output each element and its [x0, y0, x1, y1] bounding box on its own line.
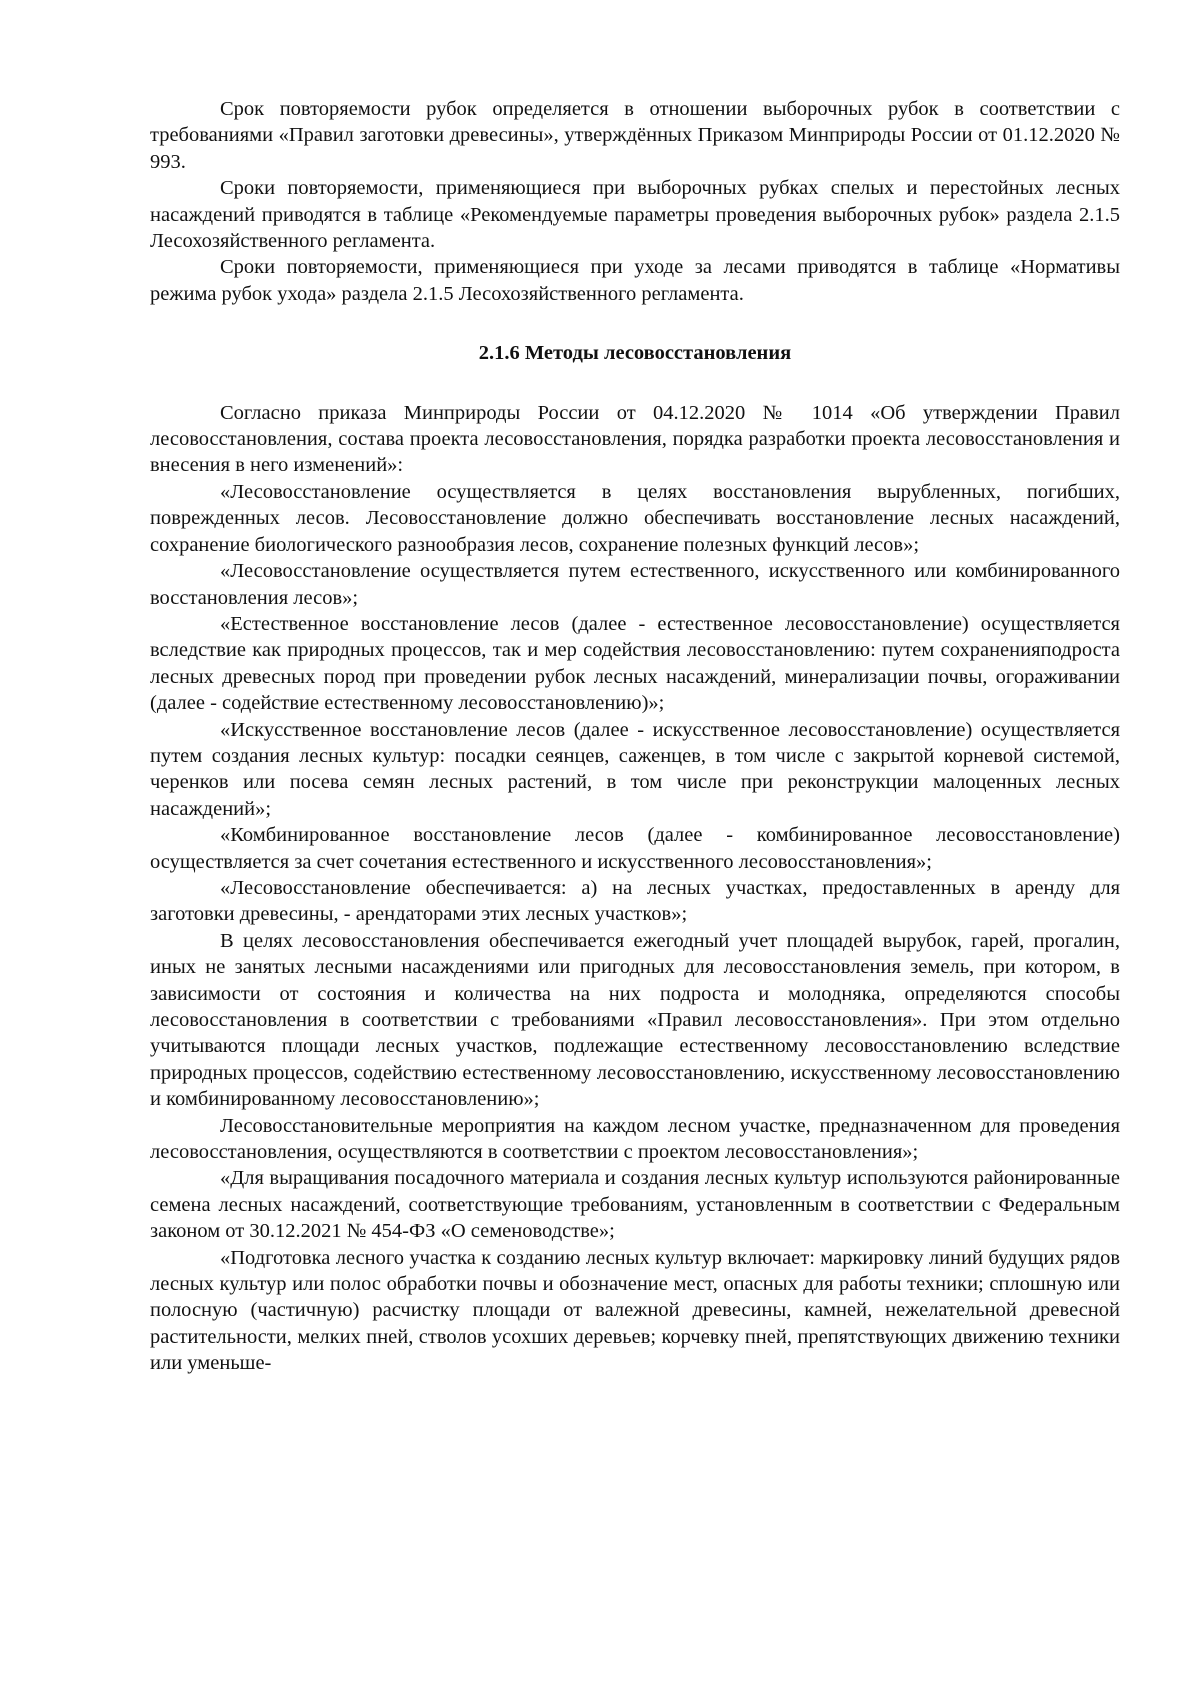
paragraph: «Лесовосстановление осуществляется путем естественного, искусственного или комбинированного восстановления лесов»;: [150, 560, 1120, 609]
section-heading: 2.1.6 Методы лесовосстановления: [478, 342, 792, 365]
paragraph: «Искусственное восстановление лесов (далее - искусственное лесовосстановление) осуществляется путем создания лесных культур: посадки сеянцев, саженцев, в том числе с закрытой корневой системой, черенков или посева семян лесных растений, в том числе при реконструкции малоценных лесных насаждений»;: [150, 718, 1120, 820]
paragraph: «Лесовосстановление осуществляется в целях восстановления вырубленных, погибших, поврежденных лесов. Лесовосстановление должно обеспечивать восстановление лесных насаждений, сохранение биологического разнообразия лесов, сохранение полезных функций лесов»;: [150, 480, 1120, 556]
paragraph: «Лесовосстановление обеспечивается: а) на лесных участках, предоставленных в аренду для заготовки древесины, - арендаторами этих лесных участков»;: [150, 876, 1120, 926]
paragraph: Сроки повторяемости, применяющиеся при выборочных рубках спелых и перестойных лесных насаждений приводятся в таблице «Рекомендуемые параметры проведения выборочных рубок» раздела 2.1.5 Лесохозяйственного регламента.: [150, 177, 1120, 253]
paragraph: Лесовосстановительные мероприятия на каждом лесном участке, предназначенном для проведения лесовосстановления, осуществляются в соответствии с проектом лесовосстановления»;: [150, 1114, 1120, 1164]
document-page: [150, 96, 1120, 1377]
paragraph: Срок повторяемости рубок определяется в отношении выборочных рубок в соответствии с требованиями «Правил заготовки древесины», утверждённых Приказом Минприроды России от 01.12.2020 № 993.: [150, 98, 1120, 173]
paragraph: Сроки повторяемости, применяющиеся при уходе за лесами приводятся в таблице «Нормативы режима рубок ухода» раздела 2.1.5 Лесохозяйственного регламента.: [150, 256, 1120, 305]
paragraph: «Естественное восстановление лесов (далее - естественное лесовосстановление) осуществляется вследствие как природных процессов, так и мер содействия лесовосстановлению: путем сохраненияподроста лесных древесных пород при проведении рубок лесных насаждений, минерализации почвы, огораживании (далее - содействие естественному лесовосстановлению)»;: [150, 612, 1120, 715]
paragraph: «Подготовка лесного участка к созданию лесных культур включает: маркировку линий будущих рядов лесных культур или полос обработки почвы и обозначение мест, опасных для работы техники; сплошную или полосную (частичную) расчистку площади от валежной древесины, камней, нежелательной древесной растительности, мелких пней, стволов усохших деревьев; корчевку пней, препятствующих движению техники или уменьше-: [150, 1246, 1120, 1375]
paragraph: «Для выращивания посадочного материала и создания лесных культур используются районированные семена лесных насаждений, соответствующие требованиям, установленным в соответствии с Федеральным законом от 30.12.2021 № 454-ФЗ «О семеноводстве»;: [150, 1167, 1120, 1243]
paragraph: В целях лесовосстановления обеспечивается ежегодный учет площадей вырубок, гарей, прогалин, иных не занятых лесными насаждениями или пригодных для лесовосстановления земель, при котором, в зависимости от состояния и количества на них подроста и молодняка, определяются способы лесовосстановления в соответствии с требованиями «Правил лесовосстановления». При этом отдельно учитываются площади лесных участков, подлежащие естественному лесовосстановлению вследствие природных процессов, содействию естественному лесовосстановлению, искусственному лесовосстановлению и комбинированному лесовосстановлению»;: [150, 929, 1120, 1111]
paragraph: «Комбинированное восстановление лесов (далее - комбинированное лесовосстановление) осуществляется за счет сочетания естественного и искусственного лесовосстановления»;: [150, 824, 1120, 873]
paragraph: Согласно приказа Минприроды России от 04.12.2020 № 1014 «Об утверждении Правил лесовосстановления, состава проекта лесовосстановления, порядка разработки проекта лесовосстановления и внесения в него изменений»:: [150, 401, 1120, 477]
